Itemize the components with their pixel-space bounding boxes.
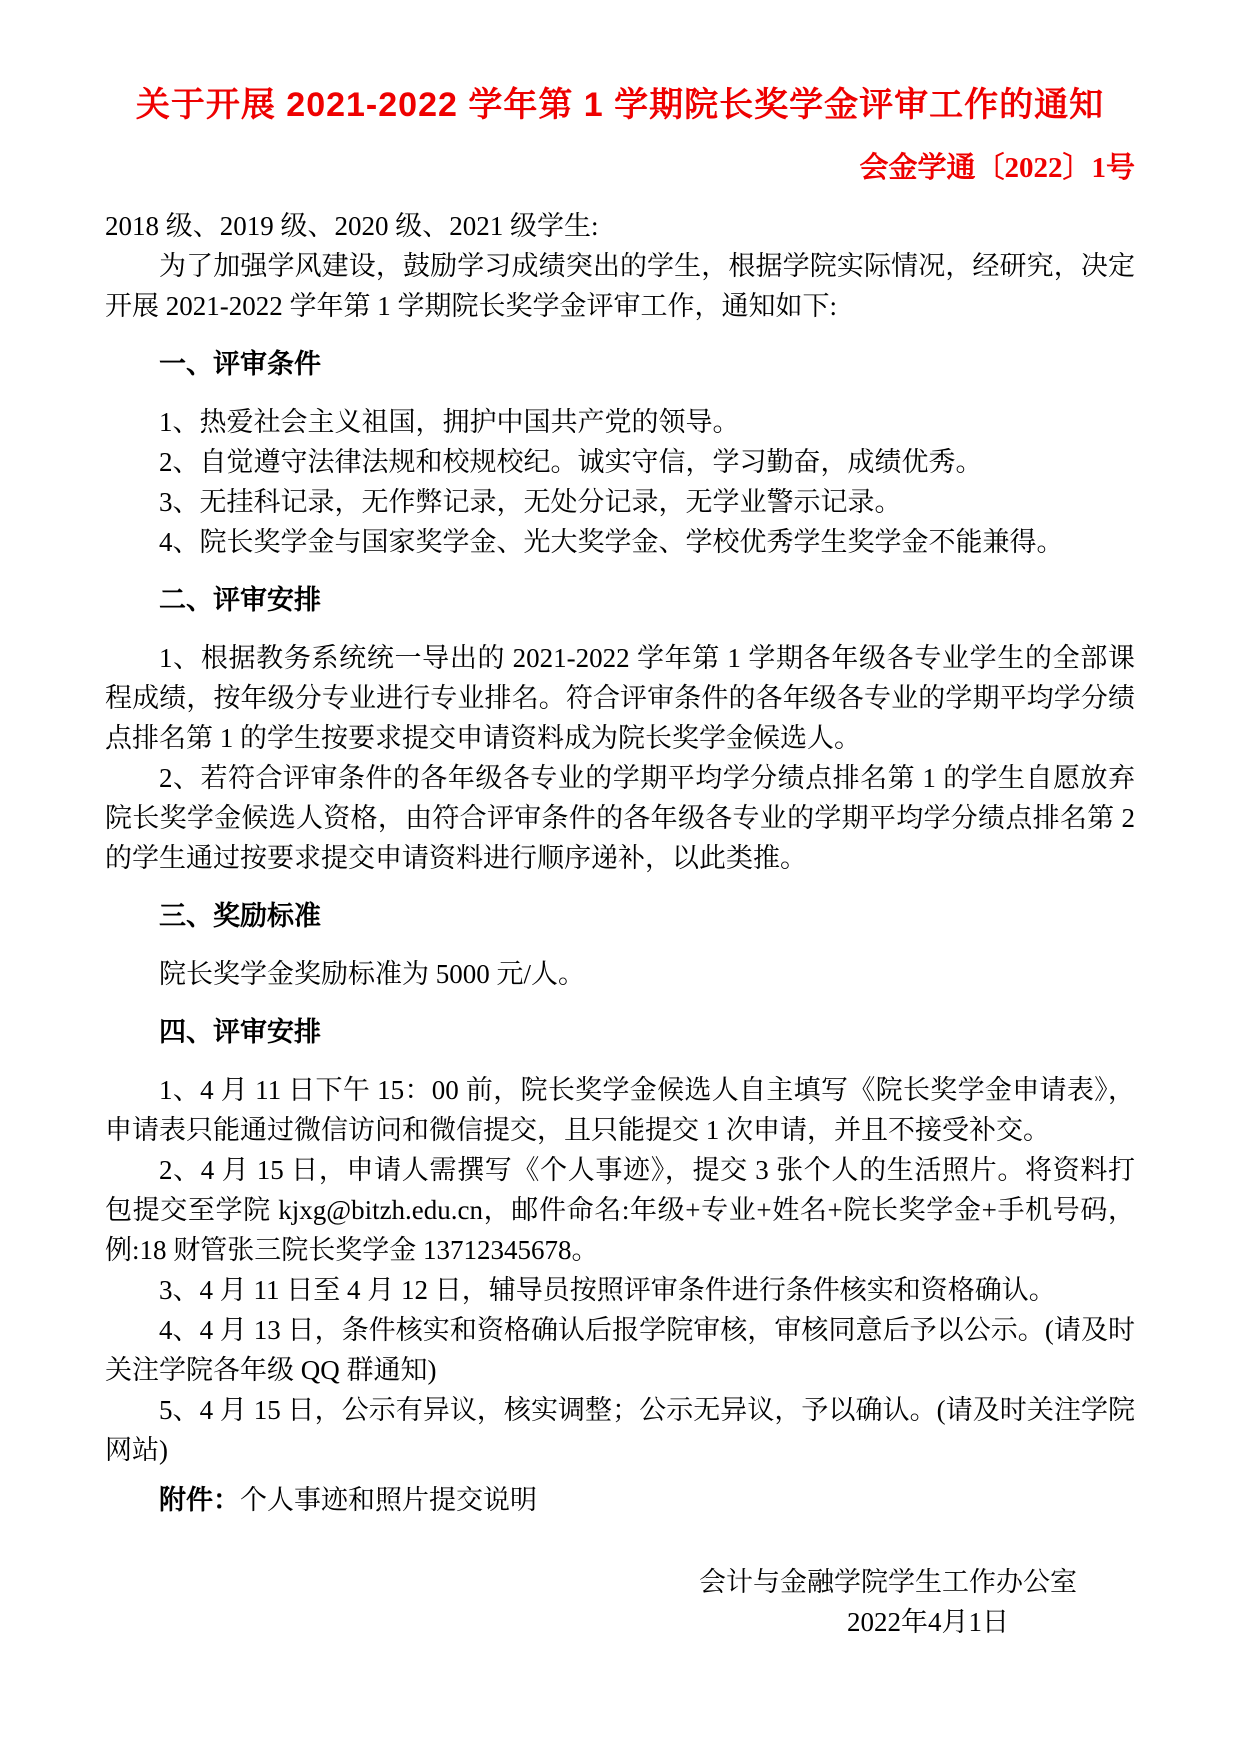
section-2-item-2: 2、若符合评审条件的各年级各专业的学期平均学分绩点排名第 1 的学生自愿放弃院长奖学金候选人资格，由符合评审条件的各年级各专业的学期平均学分绩点排名第 2 的学生通过按要求提交申请资料进行顺序递补，以此类推。 — [105, 763, 1135, 873]
section-4-item-3: 3、4 月 11 日至 4 月 12 日，辅导员按照评审条件进行条件核实和资格确认。 — [159, 1275, 1056, 1305]
section-3-heading: 三、奖励标准 — [159, 901, 321, 931]
section-4-heading: 四、评审安排 — [159, 1017, 321, 1047]
section-1-item-1: 1、热爱社会主义祖国，拥护中国共产党的领导。 — [159, 407, 740, 437]
document-number: 会金学通〔2022〕1号 — [859, 152, 1135, 184]
intro-paragraph: 为了加强学风建设，鼓励学习成绩突出的学生，根据学院实际情况，经研究，决定开展 2021-2022 学年第 1 学期院长奖学金评审工作，通知如下: — [105, 251, 1135, 321]
section-1-item-3: 3、无挂科记录，无作弊记录，无处分记录，无学业警示记录。 — [159, 487, 902, 517]
section-4-item-1: 1、4 月 11 日下午 15：00 前，院长奖学金候选人自主填写《院长奖学金申请表》，申请表只能通过微信访问和微信提交，且只能提交 1 次申请，并且不接受补交。 — [105, 1075, 1135, 1145]
salutation: 2018 级、2019 级、2020 级、2021 级学生: — [105, 211, 599, 241]
document-title: 关于开展 2021-2022 学年第 1 学期院长奖学金评审工作的通知 — [135, 86, 1105, 124]
attachment-text: 个人事迹和照片提交说明 — [240, 1485, 537, 1515]
section-1-heading: 一、评审条件 — [159, 349, 321, 379]
section-1-item-4: 4、院长奖学金与国家奖学金、光大奖学金、学校优秀学生奖学金不能兼得。 — [159, 527, 1064, 557]
signature-date: 2022年4月1日 — [847, 1607, 1009, 1637]
signature-office: 会计与金融学院学生工作办公室 — [699, 1567, 1077, 1597]
section-4-item-5: 5、4 月 15 日，公示有异议，核实调整；公示无异议，予以确认。(请及时关注学院网站) — [105, 1395, 1135, 1465]
section-2-heading: 二、评审安排 — [159, 585, 321, 615]
section-3-item-1: 院长奖学金奖励标准为 5000 元/人。 — [159, 959, 586, 989]
section-2-item-1: 1、根据教务系统统一导出的 2021-2022 学年第 1 学期各年级各专业学生的全部课程成绩，按年级分专业进行专业排名。符合评审条件的各年级各专业的学期平均学分绩点排名第 1 的学生按要求提交申请资料成为院长奖学金候选人。 — [105, 643, 1135, 753]
section-4-item-4: 4、4 月 13 日，条件核实和资格确认后报学院审核，审核同意后予以公示。(请及时关注学院各年级 QQ 群通知) — [105, 1315, 1135, 1385]
section-4-item-2: 2、4 月 15 日，申请人需撰写《个人事迹》，提交 3 张个人的生活照片。将资料打包提交至学院 kjxg@bitzh.edu.cn，邮件命名:年级+专业+姓名+院长奖学金+手机号码，例:18 财管张三院长奖学金 13712345678。 — [105, 1155, 1135, 1265]
signature-block — [105, 1562, 1135, 1642]
attachment-line — [105, 1480, 1135, 1520]
attachment-label: 附件： — [159, 1485, 240, 1515]
section-1-item-2: 2、自觉遵守法律法规和校规校纪。诚实守信，学习勤奋，成绩优秀。 — [159, 447, 983, 477]
